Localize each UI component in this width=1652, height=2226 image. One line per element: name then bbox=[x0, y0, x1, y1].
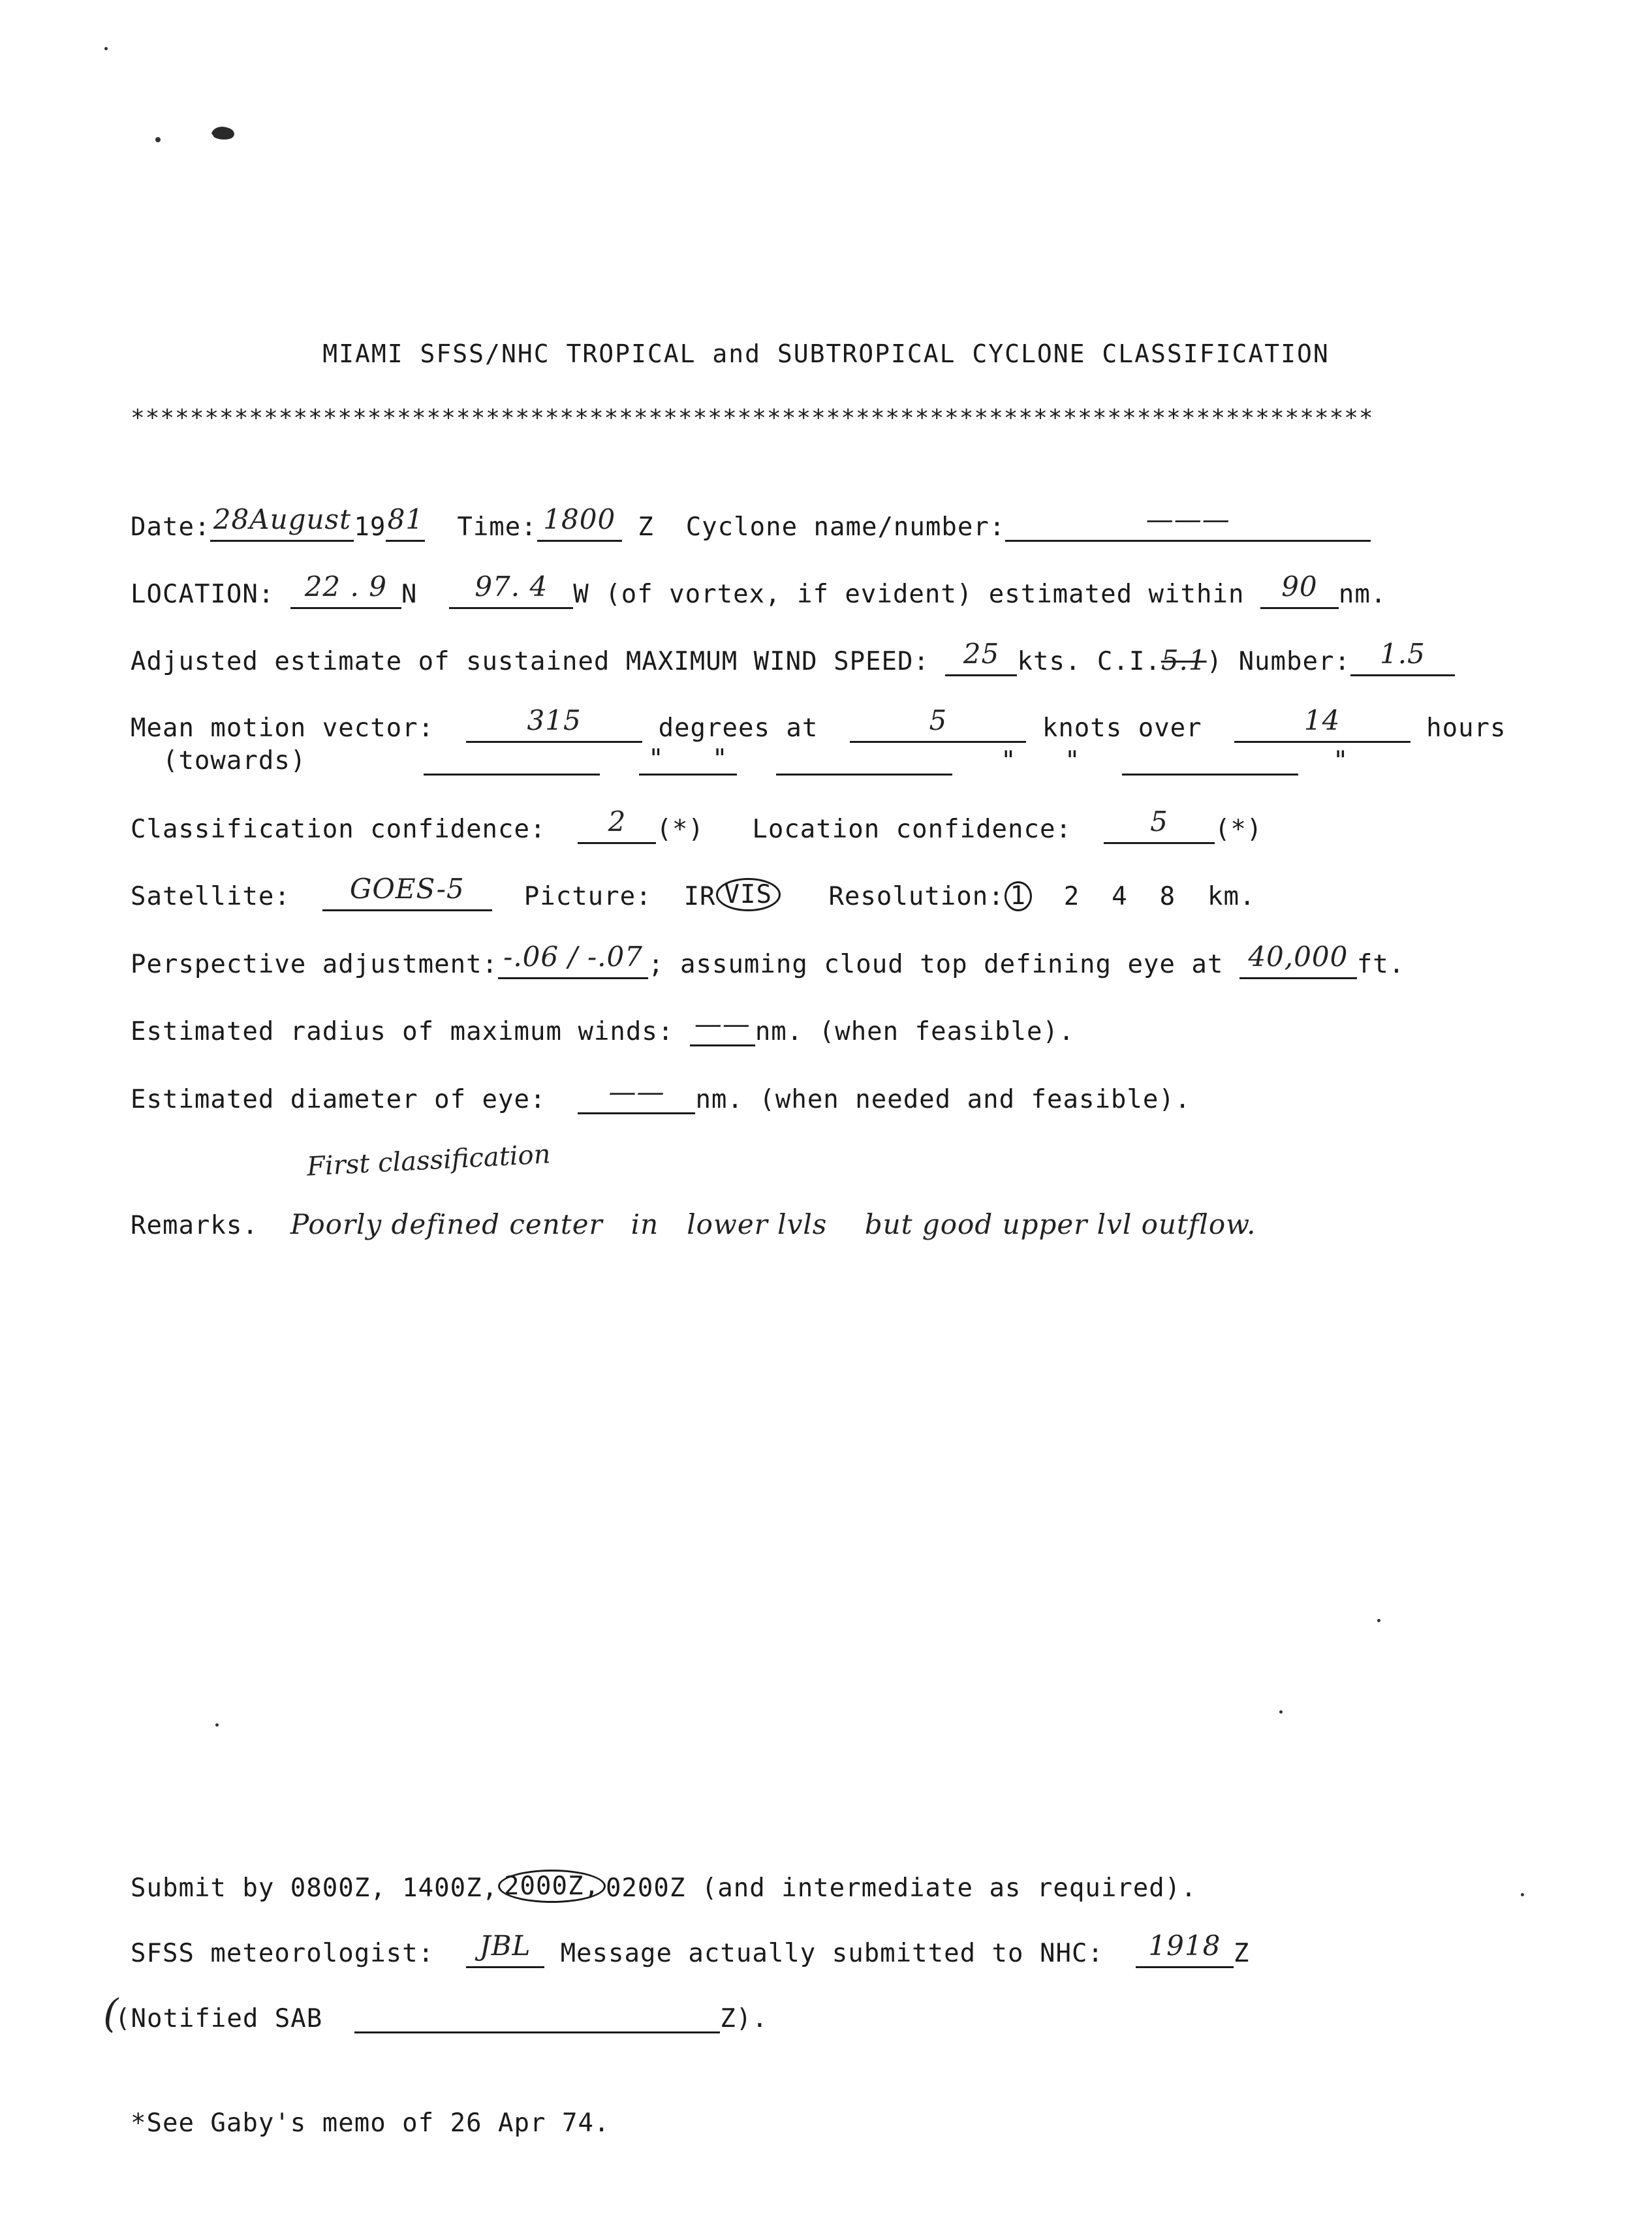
submit-text-b: 0200Z (and intermediate as required). bbox=[605, 1873, 1197, 1903]
diameter-value: —— bbox=[608, 1076, 665, 1108]
location-confidence-label: Location confidence: bbox=[752, 815, 1072, 844]
row-sab bbox=[115, 1994, 768, 2033]
latitude-field[interactable] bbox=[290, 572, 401, 609]
number-field[interactable] bbox=[1350, 639, 1455, 676]
wind-label: Adjusted estimate of sustained MAXIMUM WIND SPEED: bbox=[131, 647, 929, 676]
within-field[interactable] bbox=[1260, 572, 1339, 609]
message-time-suffix: Z bbox=[1233, 1939, 1250, 1968]
resolution-option-8[interactable]: 8 bbox=[1159, 882, 1176, 911]
row-meteorologist bbox=[131, 1929, 1249, 1968]
longitude-field[interactable] bbox=[449, 572, 573, 609]
separator-stars: ************************************************************************************ bbox=[131, 405, 1374, 431]
picture-ir-option[interactable]: IR bbox=[683, 882, 716, 911]
speck bbox=[104, 47, 108, 50]
location-text: (of vortex, if evident) estimated within bbox=[605, 580, 1245, 609]
date-value: 28August bbox=[213, 503, 351, 535]
ink-blot-mark bbox=[209, 124, 238, 141]
radius-value: —— bbox=[694, 1008, 751, 1040]
kts-label: kts. bbox=[1017, 647, 1082, 676]
row-perspective bbox=[131, 940, 1405, 979]
wind-speed-field[interactable] bbox=[945, 639, 1017, 676]
row-date bbox=[131, 503, 1371, 542]
picture-vis-option-circled[interactable]: VIS bbox=[716, 878, 781, 911]
hours-towards-field[interactable] bbox=[1122, 738, 1298, 776]
date-label: Date: bbox=[131, 512, 211, 542]
resolution-option-1-circled[interactable]: 1 bbox=[1005, 881, 1032, 911]
number-value: 1.5 bbox=[1380, 638, 1426, 670]
meteorologist-label: SFSS meteorologist: bbox=[131, 1939, 435, 1968]
time-suffix: Z bbox=[638, 512, 654, 542]
radius-field[interactable] bbox=[690, 1009, 755, 1046]
ditto-hours: " bbox=[1333, 746, 1349, 776]
number-label: Number: bbox=[1238, 647, 1350, 676]
time-label: Time: bbox=[457, 512, 537, 542]
degrees-towards-field[interactable] bbox=[424, 738, 600, 776]
submit-text-a: Submit by 0800Z, 1400Z, bbox=[131, 1873, 499, 1903]
longitude-value: 97. 4 bbox=[475, 571, 548, 603]
resolution-unit: km. bbox=[1208, 882, 1256, 911]
diameter-text: nm. (when needed and feasible). bbox=[695, 1085, 1191, 1114]
remarks-label: Remarks. bbox=[131, 1211, 258, 1240]
ci-value: 5.1 bbox=[1161, 644, 1207, 676]
form-title: MIAMI SFSS/NHC TROPICAL and SUBTROPICAL CYCLONE CLASSIFICATION bbox=[322, 339, 1330, 368]
degrees-label: degrees at bbox=[658, 713, 818, 743]
latitude-suffix: N bbox=[401, 580, 418, 609]
longitude-suffix: W bbox=[573, 580, 589, 609]
remarks-text[interactable]: Poorly defined center in lower lvls but good upper lvl outflow. bbox=[290, 1208, 1256, 1240]
eye-height-field[interactable] bbox=[1239, 942, 1357, 979]
sab-time-field[interactable] bbox=[354, 1996, 720, 2033]
resolution-option-2[interactable]: 2 bbox=[1063, 882, 1080, 911]
row-confidence bbox=[131, 805, 1262, 844]
year-field[interactable] bbox=[386, 505, 425, 542]
row-location bbox=[131, 570, 1386, 609]
hours-label: hours bbox=[1426, 713, 1506, 743]
year-value: 81 bbox=[387, 503, 424, 535]
footnote: *See Gaby's memo of 26 Apr 74. bbox=[131, 2108, 610, 2138]
location-confidence-field[interactable] bbox=[1104, 807, 1215, 844]
message-time-value: 1918 bbox=[1148, 1930, 1221, 1962]
sab-handwritten-paren: ( bbox=[103, 1991, 119, 2037]
row-diameter bbox=[131, 1075, 1191, 1114]
resolution-option-4[interactable]: 4 bbox=[1112, 882, 1128, 911]
perspective-field[interactable] bbox=[498, 942, 648, 979]
message-time-field[interactable] bbox=[1136, 1931, 1234, 1968]
knots-towards-field[interactable] bbox=[776, 738, 952, 776]
sab-label: (Notified SAB bbox=[115, 2004, 323, 2033]
satellite-field[interactable] bbox=[322, 874, 492, 911]
perspective-value: -.06 / -.07 bbox=[503, 941, 643, 973]
speck bbox=[1521, 1893, 1524, 1896]
speck bbox=[215, 1723, 219, 1727]
class-confidence-label: Classification confidence: bbox=[131, 815, 546, 844]
within-unit: nm. bbox=[1338, 580, 1387, 609]
cyclone-value: ——— bbox=[1145, 503, 1230, 535]
cyclone-field[interactable] bbox=[1005, 505, 1371, 542]
class-confidence-field[interactable] bbox=[578, 807, 656, 844]
within-value: 90 bbox=[1281, 571, 1318, 603]
year-prefix: 19 bbox=[354, 512, 386, 542]
resolution-label: Resolution: bbox=[828, 882, 1005, 911]
row-motion-towards bbox=[131, 736, 1350, 776]
location-confidence-value: 5 bbox=[1150, 806, 1168, 838]
remarks-note-above: First classification bbox=[306, 1139, 552, 1182]
cyclone-label: Cyclone name/number: bbox=[685, 512, 1006, 542]
knots-label: knots over bbox=[1042, 713, 1202, 743]
satellite-value: GOES-5 bbox=[349, 873, 465, 905]
diameter-label: Estimated diameter of eye: bbox=[131, 1085, 546, 1114]
radius-text: nm. (when feasible). bbox=[755, 1017, 1075, 1046]
time-value: 1800 bbox=[543, 503, 616, 535]
row-submit bbox=[131, 1864, 1197, 1903]
row-wind: Adjusted estimate of sustained MAXIMUM WIND SPEED: 25 kts. C.I. 5.1 ) Number: 1.5 bbox=[131, 637, 1455, 676]
motion-label: Mean motion vector: bbox=[131, 713, 435, 743]
latitude-value: 22 . 9 bbox=[304, 571, 387, 603]
sab-close: Z). bbox=[720, 2004, 768, 2033]
ci-label: C.I. bbox=[1097, 647, 1161, 676]
location-label: LOCATION: bbox=[131, 580, 275, 609]
speck bbox=[1377, 1619, 1380, 1622]
speck bbox=[155, 137, 161, 142]
meteorologist-value: JBL bbox=[479, 1930, 531, 1962]
diameter-field[interactable] bbox=[578, 1077, 695, 1114]
ditto-degrees: " " bbox=[639, 744, 737, 776]
meteorologist-field[interactable] bbox=[466, 1931, 544, 1968]
speck bbox=[1279, 1710, 1283, 1714]
hours-value: 14 bbox=[1303, 704, 1341, 736]
row-satellite bbox=[131, 872, 1256, 911]
location-asterisk: (*) bbox=[1214, 815, 1263, 844]
perspective-text: ; assuming cloud top defining eye at bbox=[648, 950, 1224, 979]
perspective-label: Perspective adjustment: bbox=[131, 950, 499, 979]
degrees-value: 315 bbox=[527, 704, 582, 736]
knots-value: 5 bbox=[929, 704, 948, 736]
row-remarks bbox=[131, 1201, 1256, 1240]
eye-height-unit: ft. bbox=[1356, 950, 1405, 979]
row-radius bbox=[131, 1007, 1074, 1046]
date-field[interactable] bbox=[210, 505, 354, 542]
picture-label: Picture: bbox=[523, 882, 652, 911]
eye-height-value: 40,000 bbox=[1248, 941, 1348, 973]
satellite-label: Satellite: bbox=[131, 882, 290, 911]
class-confidence-value: 2 bbox=[608, 806, 627, 838]
radius-label: Estimated radius of maximum winds: bbox=[131, 1017, 674, 1046]
time-field[interactable] bbox=[537, 505, 622, 542]
wind-speed-value: 25 bbox=[963, 638, 1000, 670]
towards-label: (towards) bbox=[162, 746, 307, 776]
message-label: Message actually submitted to NHC: bbox=[560, 1939, 1104, 1968]
class-asterisk: (*) bbox=[656, 815, 704, 844]
submit-circled-time: 2000Z, bbox=[498, 1870, 606, 1903]
ditto-knots: " " bbox=[1001, 746, 1081, 776]
